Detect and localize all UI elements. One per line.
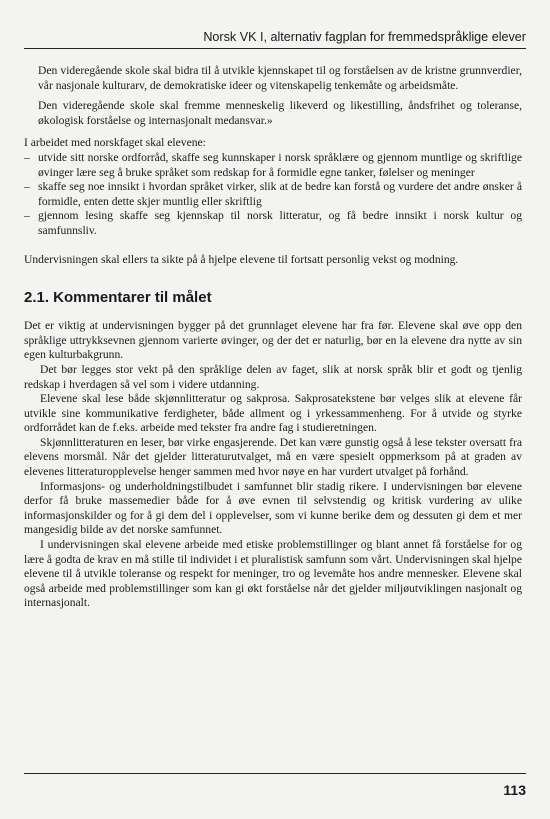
list-item: – skaffe seg noe innsikt i hvordan språket virker, slik at de bedre kan forstå og vurdere det andre ønsker å formidle, enten dette skjer muntlig eller skriftlig bbox=[24, 180, 522, 209]
list-item: – gjennom lesing skaffe seg kjennskap til norsk litteratur, og få bedre innsikt i norsk kultur og samfunnsliv. bbox=[24, 209, 522, 238]
running-header: Norsk VK I, alternativ fagplan for fremmedspråklige elever bbox=[24, 30, 526, 49]
goals-list bbox=[24, 151, 522, 239]
section-paragraph: Skjønnlitteraturen en leser, bør virke engasjerende. Det kan være gunstig også å lese tekster oversatt fra elevens morsmål. Når det gjelder litteraturutvalget, må en være spesielt oppmerksom på at graden av elevenes litteraturopplevelse henger sammen med hvor nøye en har vurdert utvalget på forhånd. bbox=[24, 435, 522, 479]
quote-block bbox=[24, 64, 522, 128]
section-paragraph: Det bør legges stor vekt på den språklige delen av faget, slik at norsk språk blir et godt og tjenlig redskap i hverdagen så vel som i videre utdanning. bbox=[24, 362, 522, 391]
page-number: 113 bbox=[24, 773, 526, 798]
section-paragraph: I undervisningen skal elevene arbeide med etiske problemstillinger og blant annet få forståelse for og lære å godta de krav en må stille til individet i et pluralistisk samfunn som vårt. Undervisningen skal hjelpe elevene til å utvikle toleranse og respekt for meninger, tro og levemåte hos andre mennesker. Elevene skal også arbeide med problemstillinger som kan gi økt forståelse når det gjelder miljøutviklingen nasjonalt og internasjonalt. bbox=[24, 538, 522, 610]
list-item: – utvide sitt norske ordforråd, skaffe seg kunnskaper i norsk språklære og gjennom muntlige og skriftlige øvinger lære seg å bruke språket som redskap for å formidle egne tanker, følelser og meninger bbox=[24, 151, 522, 180]
section-paragraph: Informasjons- og underholdningstilbudet i samfunnet blir stadig rikere. I undervisningen bør elevene derfor få bruke massemedier både for å øve evnen til selvstendig og kritisk vurdering av ulike informasjonskilder og for å gi dem del i opplevelser, som vi kunne berike dem og dessuten gi dem et mer mangesidig bilde av det norske samfunnet. bbox=[24, 479, 522, 537]
quote-paragraph: Den videregående skole skal fremme menneskelig likeverd og likestilling, åndsfrihet og toleranse, økologisk forståelse og internasjonalt medansvar.» bbox=[38, 99, 522, 127]
page-body bbox=[24, 64, 522, 611]
section-paragraph: Det er viktig at undervisningen bygger på det grunnlaget elevene har fra før. Elevene skal øve opp den språklige uttrykksevnen gjennom varierte øvinger, og der det er naturlig, bør en la elevene dra nytte av sin egen kulturbakgrunn. bbox=[24, 319, 522, 362]
closing-paragraph: Undervisningen skal ellers ta sikte på å hjelpe elevene til fortsatt personlig vekst og modning. bbox=[24, 252, 459, 266]
section-paragraph: Elevene skal lese både skjønnlitteratur og sakprosa. Sakprosatekstene bør velges slik at elevene får utvikle sine kommunikative ferdigheter, både allment og i yrkessammenheng. For å utvide og styrke ordforrådet kan de f.eks. arbeide med tekster fra andre fag i studieretningen. bbox=[24, 392, 522, 435]
section-heading: 2.1. Kommentarer til målet bbox=[24, 289, 212, 307]
quote-paragraph: Den videregående skole skal bidra til å utvikle kjennskapet til og forståelsen av de kristne grunnverdier, vår nasjonale kulturarv, de demokratiske ideer og vitenskapelig tenkemåte og arbeidsmåte. bbox=[38, 64, 522, 92]
list-intro: I arbeidet med norskfaget skal elevene: bbox=[24, 136, 206, 150]
